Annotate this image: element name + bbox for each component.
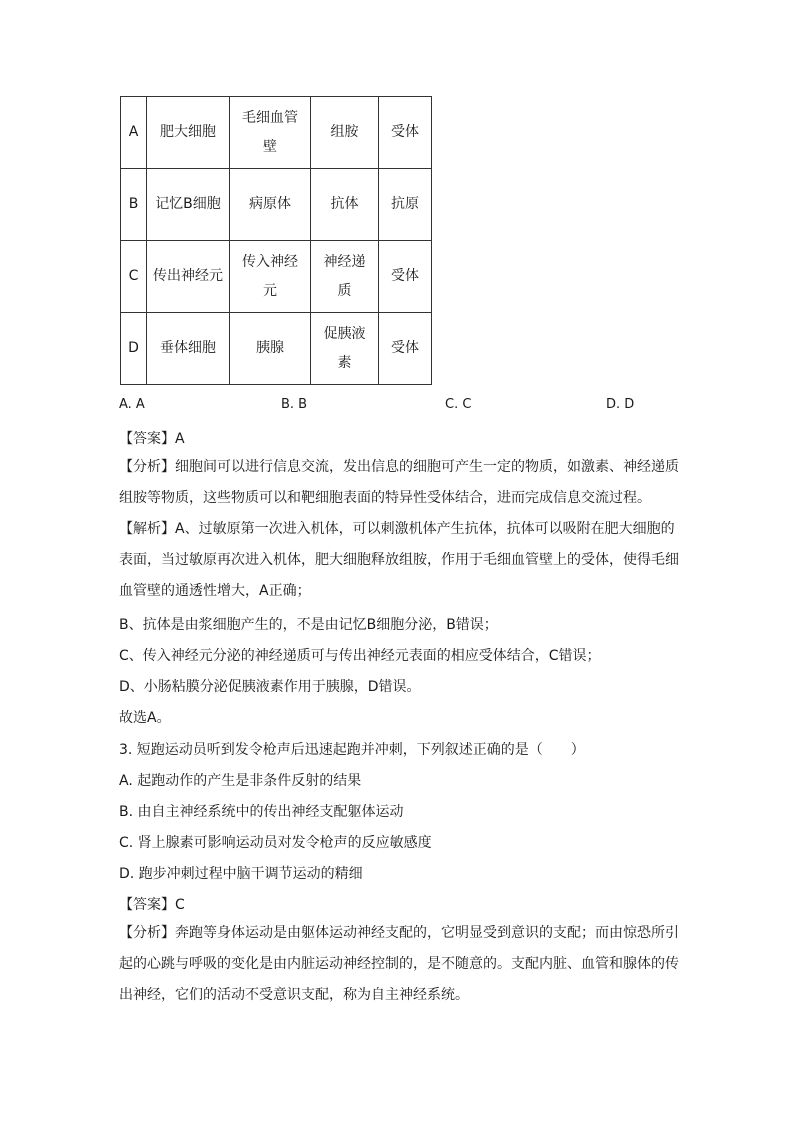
table-cell: 受体 xyxy=(379,313,432,385)
table-cell: 胰腺 xyxy=(230,313,311,385)
table-cell: 抗原 xyxy=(379,169,432,241)
q2-explanation: 【解析】A、过敏原第一次进入机体，可以刺激机体产生抗体，抗体可以吸附在肥大细胞的表面，当过敏原再次进入机体，肥大细胞释放组胺，作用于毛细血管壁上的受体，使得毛细血管壁的通透性增大，A正确； xyxy=(119,521,679,599)
table-cell: 记忆B细胞 xyxy=(147,169,230,241)
table-row xyxy=(121,97,432,169)
table-cell: 传出神经元 xyxy=(147,241,230,313)
table-row xyxy=(121,241,432,313)
option-table xyxy=(120,96,432,385)
q3-option-c: C. 肾上腺素可影响运动员对发令枪声的反应敏感度 xyxy=(119,835,432,851)
table-row xyxy=(121,313,432,385)
table-cell: 病原体 xyxy=(230,169,311,241)
q2-conclusion: 故选A。 xyxy=(119,710,171,726)
q3-option-b: B. 由自主神经系统中的传出神经支配躯体运动 xyxy=(119,804,404,820)
q2-explanation-b: B、抗体是由浆细胞产生的，不是由记忆B细胞分泌，B错误； xyxy=(119,617,498,633)
table-cell: 肥大细胞 xyxy=(147,97,230,169)
q2-option-c: C. C xyxy=(445,397,472,412)
table-cell: 毛细血管壁 xyxy=(230,97,311,169)
q2-option-d: D. D xyxy=(606,397,635,412)
row-label: A xyxy=(121,97,147,169)
q2-options xyxy=(119,397,679,417)
q2-answer: 【答案】A xyxy=(119,431,185,447)
table-cell: 受体 xyxy=(379,97,432,169)
q3-answer: 【答案】C xyxy=(119,897,185,913)
table-cell: 神经递质 xyxy=(311,241,379,313)
table-cell: 传入神经元 xyxy=(230,241,311,313)
row-label: C xyxy=(121,241,147,313)
table-row xyxy=(121,169,432,241)
q3-analysis: 【分析】奔跑等身体运动是由躯体运动神经支配的，它明显受到意识的支配；而由惊恐所引起的心跳与呼吸的变化是由内脏运动神经控制的，是不随意的。支配内脏、血管和腺体的传出神经，它们的活动不受意识支配，称为自主神经系统。 xyxy=(119,925,679,1003)
q3-option-a: A. 起跑动作的产生是非条件反射的结果 xyxy=(119,773,362,789)
table-cell: 抗体 xyxy=(311,169,379,241)
q3-stem: 3. 短跑运动员听到发令枪声后迅速起跑并冲刺，下列叙述正确的是（ ） xyxy=(119,742,585,758)
row-label: D xyxy=(121,313,147,385)
row-label: B xyxy=(121,169,147,241)
q3-option-d: D. 跑步冲刺过程中脑干调节运动的精细 xyxy=(119,866,363,882)
q2-option-a: A. A xyxy=(119,397,145,412)
table-cell: 组胺 xyxy=(311,97,379,169)
table-cell: 促胰液素 xyxy=(311,313,379,385)
table-cell: 受体 xyxy=(379,241,432,313)
q2-explanation-d: D、小肠粘膜分泌促胰液素作用于胰腺，D错误。 xyxy=(119,679,421,695)
q2-explanation-c: C、传入神经元分泌的神经递质可与传出神经元表面的相应受体结合，C错误； xyxy=(119,648,601,664)
q2-option-b: B. B xyxy=(281,397,308,412)
q2-analysis: 【分析】细胞间可以进行信息交流，发出信息的细胞可产生一定的物质，如激素、神经递质组胺等物质，这些物质可以和靶细胞表面的特异性受体结合，进而完成信息交流过程。 xyxy=(119,459,679,506)
table-cell: 垂体细胞 xyxy=(147,313,230,385)
